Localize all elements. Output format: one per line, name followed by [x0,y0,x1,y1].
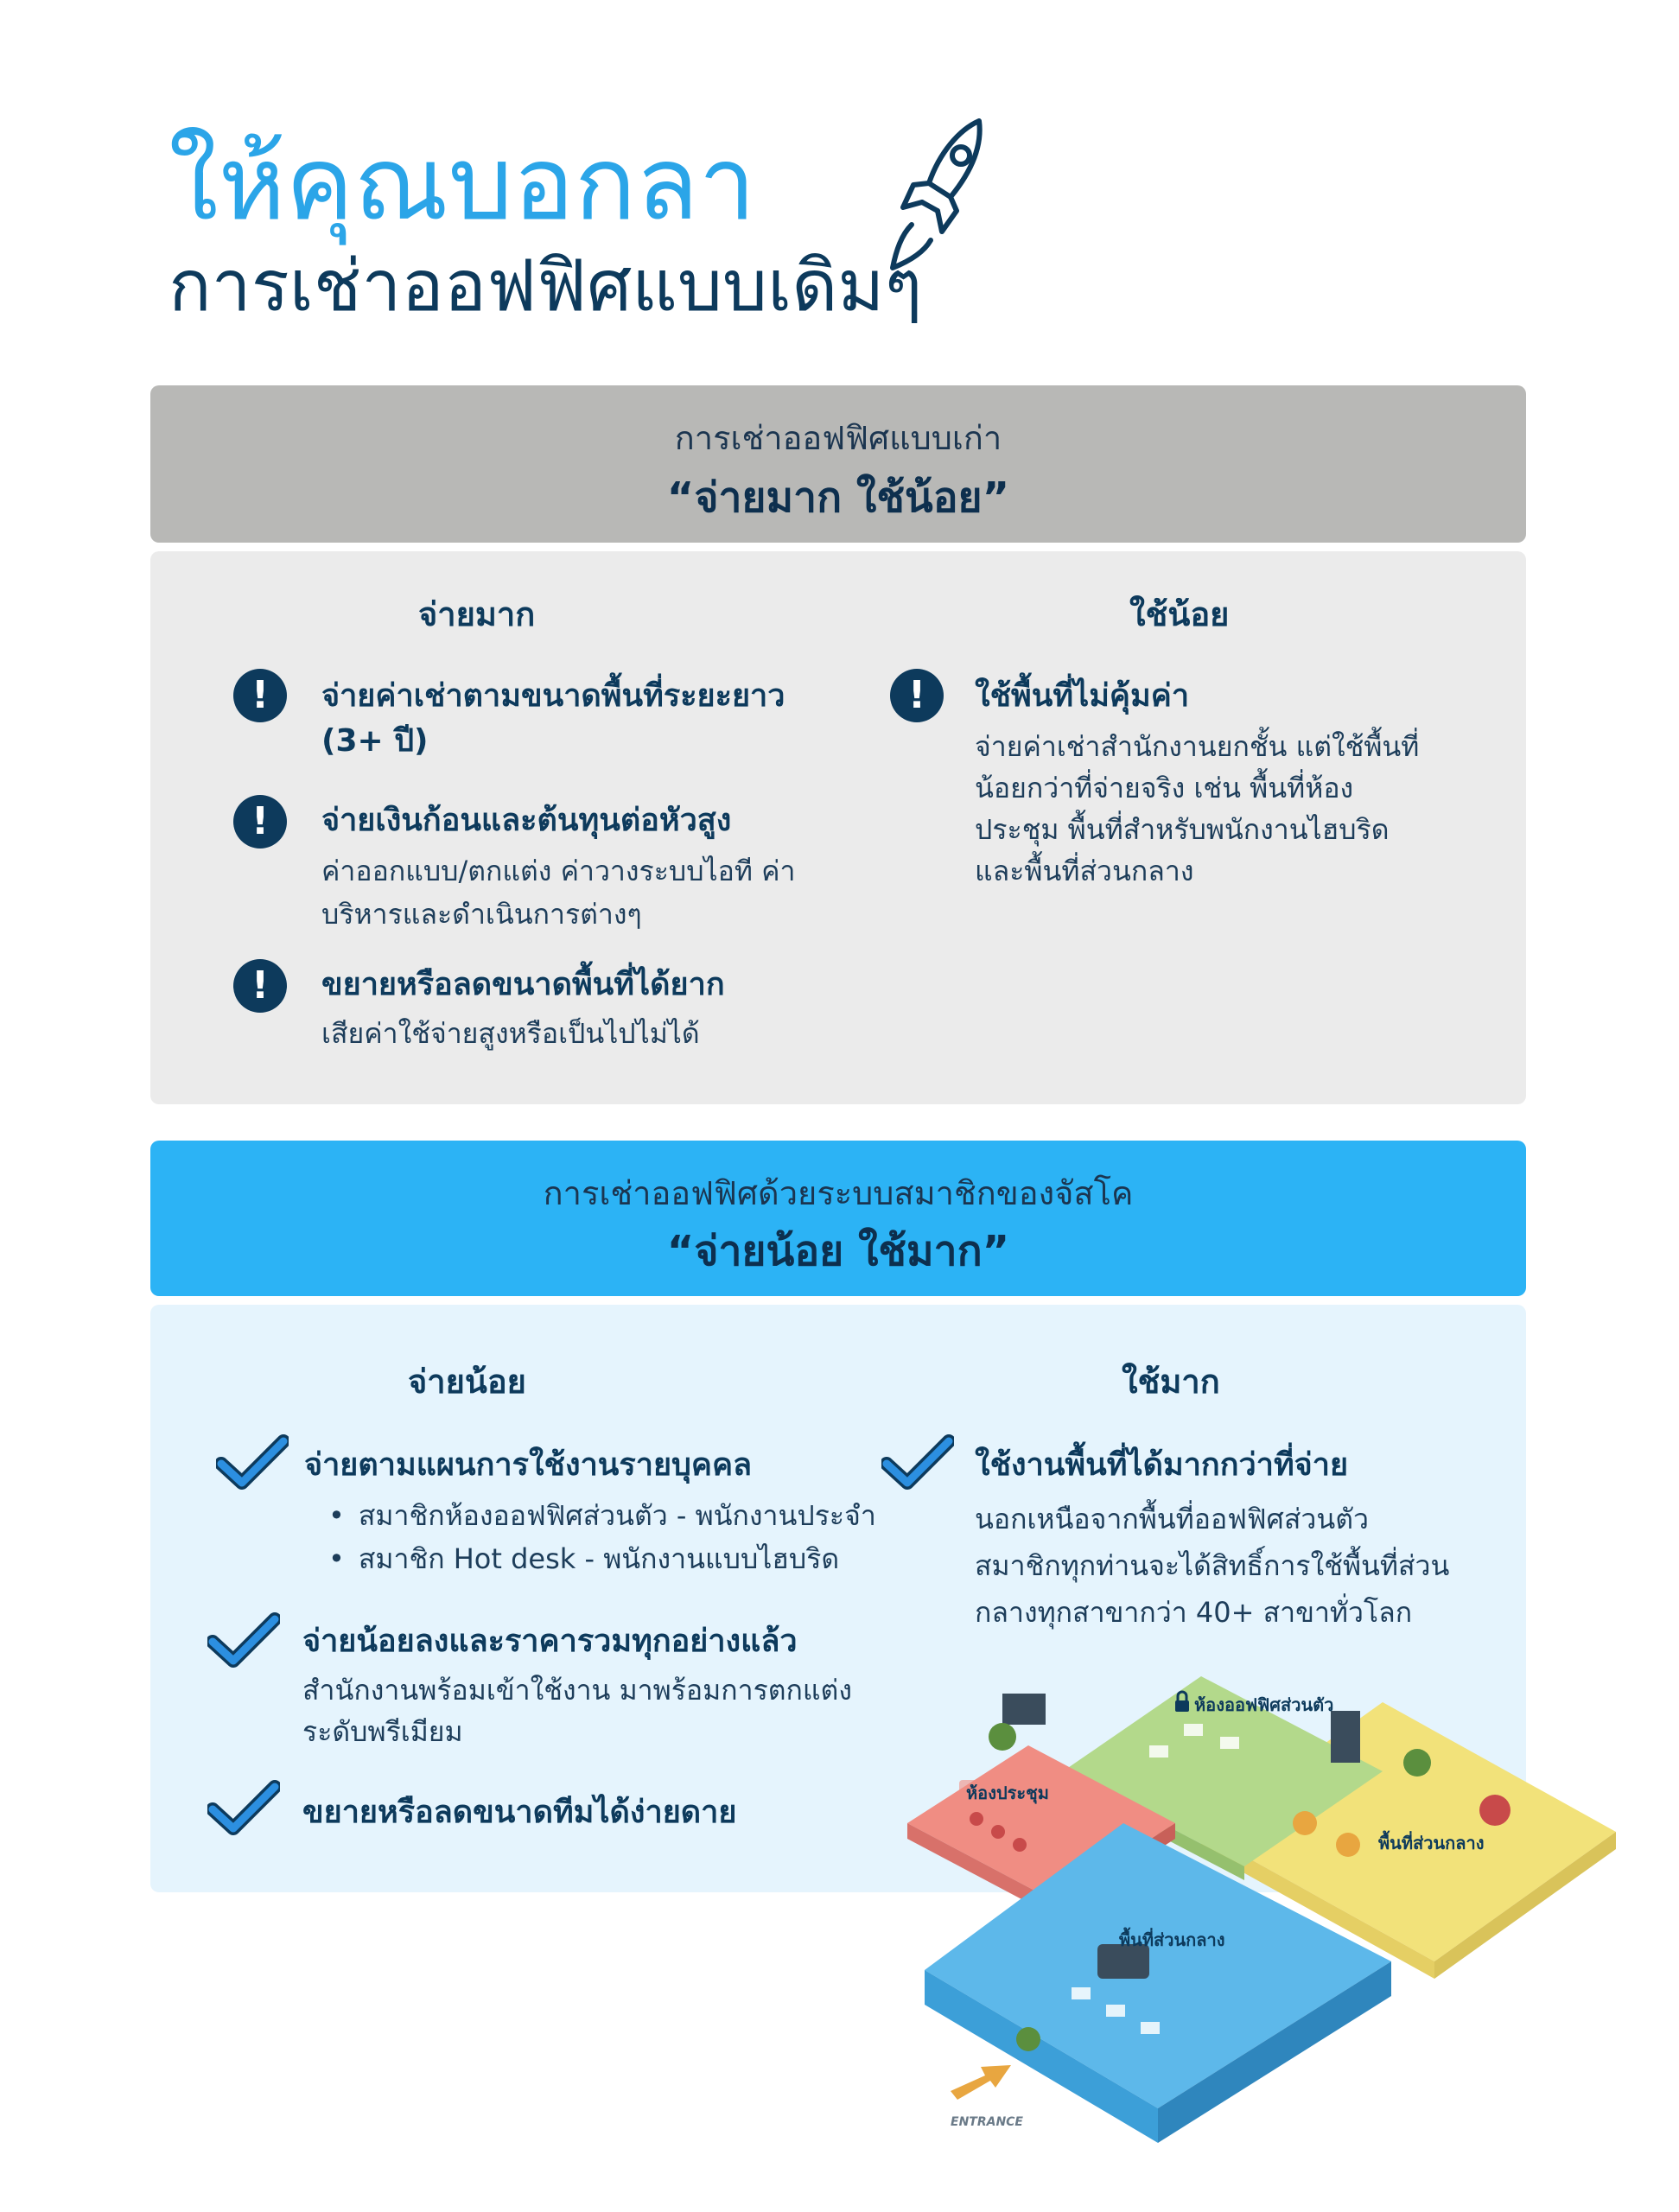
old-right-desc-4: และพื้นที่ส่วนกลาง [975,855,1194,887]
checkmark-icon [881,1434,954,1491]
checkmark-icon [207,1612,280,1669]
list-item: • สมาชิกห้องออฟฟิศส่วนตัว - พนักงานประจำ [328,1495,876,1538]
list-item: • สมาชิก Hot desk - พนักงานแบบไฮบริด [328,1538,876,1581]
common-area-right-label: พื้นที่ส่วนกลาง [1378,1833,1485,1853]
new-model-banner [150,1141,1526,1296]
exclamation-circle-icon: ! [233,959,287,1013]
exclamation-circle-icon: ! [890,669,944,722]
old-model-banner [150,385,1526,543]
exclamation-circle-icon: ! [233,795,287,849]
old-item-1-title: จ่ายค่าเช่าตามขนาดพื้นที่ระยะยาว [321,678,785,714]
old-item-2-desc-1: ค่าออกแบบ/ตกแต่ง ค่าวางระบบไอที ค่า [321,855,796,887]
old-right-desc-2: น้อยกว่าที่จ่ายจริง เช่น พื้นที่ห้อง [975,772,1354,804]
old-model-quote: “จ่ายมาก ใช้น้อย” [666,474,1010,522]
old-item-3-title: ขยายหรือลดขนาดพื้นที่ได้ยาก [321,967,725,1002]
new-item-1-title: จ่ายตามแผนการใช้งานรายบุคคล [304,1447,753,1483]
old-left-heading: จ่ายมาก [418,595,536,633]
old-item-3-desc: เสียค่าใช้จ่ายสูงหรือเป็นไปไม่ได้ [321,1017,700,1050]
entrance-label: ENTRANCE [951,2115,1023,2129]
meeting-room-label: ห้องประชุม [966,1783,1049,1803]
new-left-heading: จ่ายน้อย [408,1363,526,1401]
old-right-heading: ใช้น้อย [1129,595,1230,633]
new-right-item-title: ใช้งานพื้นที่ได้มากกว่าที่จ่าย [975,1447,1349,1483]
page-title: ให้คุณบอกลา [169,124,756,243]
exclamation-circle-icon: ! [233,669,287,722]
old-item-2-title: จ่ายเงินก้อนและต้นทุนต่อหัวสูง [321,803,732,838]
office-floorplan-illustration [899,1676,1616,2160]
new-item-3-title: ขยายหรือลดขนาดทีมได้ง่ายดาย [302,1795,737,1830]
old-model-subtitle: การเช่าออฟฟิศแบบเก่า [674,419,1002,457]
new-item-2-desc-1: สำนักงานพร้อมเข้าใช้งาน มาพร้อมการตกแต่ง [302,1674,852,1707]
old-right-item-title: ใช้พื้นที่ไม่คุ้มค่า [975,678,1190,714]
new-right-desc-2: สมาชิกทุกท่านจะได้สิทธิ์การใช้พื้นที่ส่วน [975,1549,1450,1582]
common-area-center-label: พื้นที่ส่วนกลาง [1119,1929,1225,1950]
new-item-1-bullets [328,1495,876,1580]
new-model-subtitle: การเช่าออฟฟิศด้วยระบบสมาชิกของจัสโค [543,1174,1134,1212]
old-right-desc-3: ประชุม พื้นที่สำหรับพนักงานไฮบริด [975,813,1390,846]
checkmark-icon [207,1780,280,1837]
new-model-quote: “จ่ายน้อย ใช้มาก” [666,1227,1010,1275]
private-office-label: ห้องออฟฟิศส่วนตัว [1194,1694,1334,1715]
old-right-desc-1: จ่ายค่าเช่าสำนักงานยกชั้น แต่ใช้พื้นที่ [975,730,1420,763]
new-right-desc-1: นอกเหนือจากพื้นที่ออฟฟิศส่วนตัว [975,1503,1369,1535]
rocket-icon [877,114,1007,278]
page-subtitle: การเช่าออฟฟิศแบบเดิมๆ [169,245,923,327]
new-item-2-title: จ่ายน้อยลงและราคารวมทุกอย่างแล้ว [302,1624,798,1659]
old-item-2-desc-2: บริหารและดำเนินการต่างๆ [321,898,642,931]
new-right-heading: ใช้มาก [1122,1363,1220,1401]
new-right-desc-3: กลางทุกสาขากว่า 40+ สาขาทั่วโลก [975,1596,1413,1629]
old-item-1-title-cont: (3+ ปี) [321,723,429,759]
new-item-2-desc-2: ระดับพรีเมียม [302,1715,463,1748]
entrance-arrow-icon [951,2065,1011,2100]
checkmark-icon [216,1434,289,1491]
